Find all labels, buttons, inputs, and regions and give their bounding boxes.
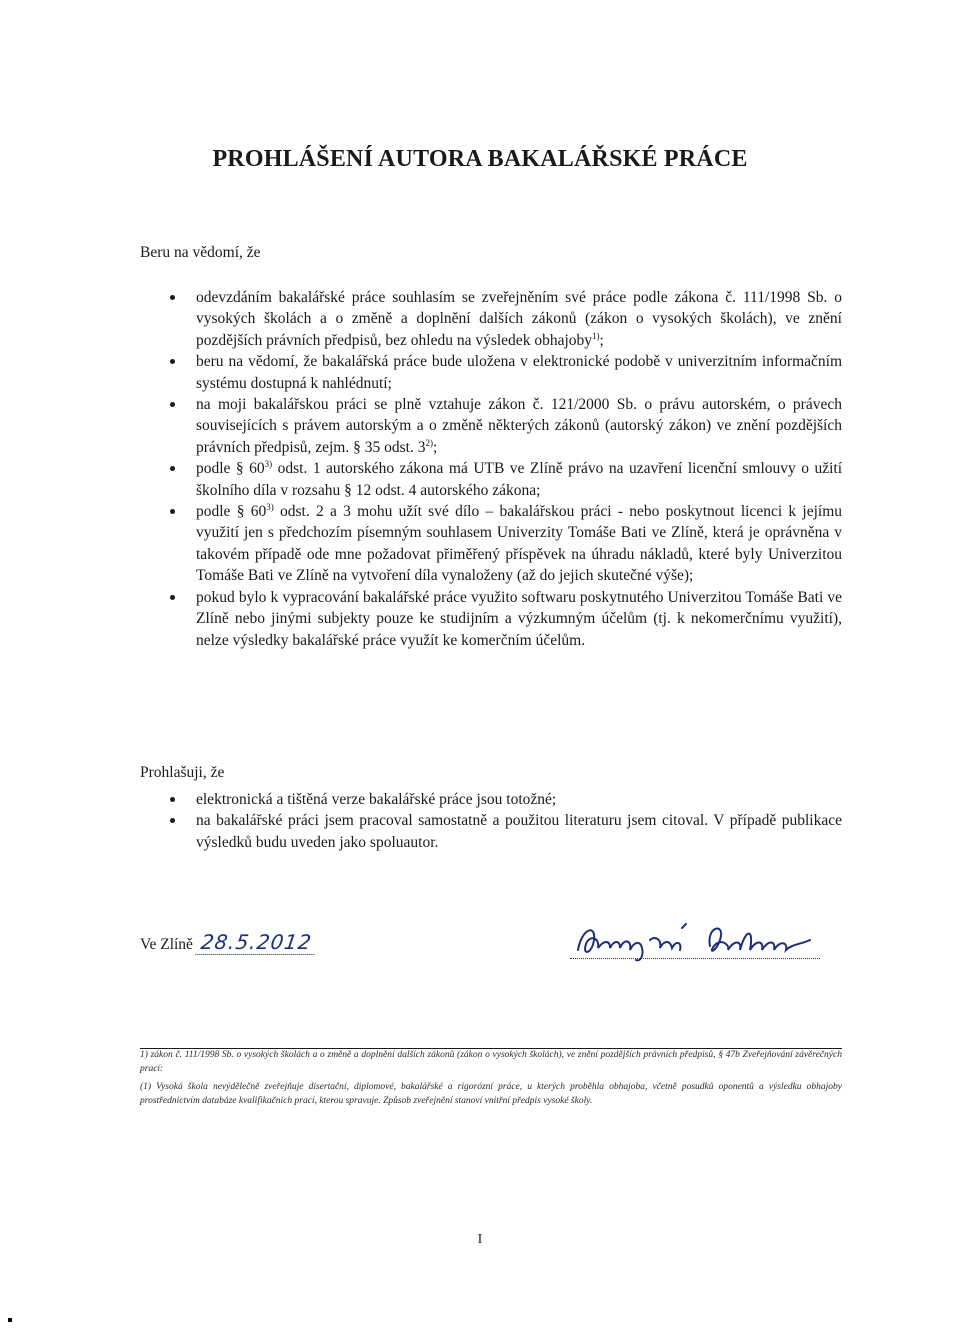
page-number: I [477, 1232, 483, 1247]
scan-artifact [8, 1318, 12, 1322]
list-item-tail: odst. 1 autorského zákona má UTB ve Zlíně právo na uzavření licenční smlouvy o užití školního díla v rozsahu § 12 odst. 4 autorského zákona; [196, 460, 843, 499]
bullet-icon [170, 466, 175, 471]
section2-list [140, 789, 842, 853]
footnote-ref: 3) [264, 459, 273, 470]
list-item [140, 789, 842, 810]
list-item-text: na bakalářské práci jsem pracoval samostatně a použitou literaturu jsem citoval. V případě publikace výsledků budu uveden jako spoluautor. [196, 812, 842, 851]
bullet-icon [170, 359, 175, 364]
list-item [140, 351, 842, 394]
bullet-icon [170, 509, 175, 514]
bullet-icon [170, 295, 175, 300]
footnotes [140, 1048, 842, 1112]
list-item-tail: ; [432, 438, 438, 456]
footnote-ref: 2) [425, 437, 433, 448]
list-item-text: podle § 60 [196, 460, 265, 478]
list-item [140, 810, 842, 853]
list-item [140, 501, 842, 587]
section2-lead: Prohlašuji, že [140, 764, 225, 781]
bullet-icon [170, 797, 175, 802]
list-item-tail: odst. 2 a 3 mohu užít své dílo – bakalářskou práci - nebo poskytnout licenci k jejímu využití jen s předchozím písemným souhlasem Univerzity Tomáše Bati ve Zlíně, která je oprávněna v takovém případě ode mne požadovat přiměřený příspěvek na úhradu nákladů, které byly Univerzitou Tomáše Bati ve Zlíně na vytvoření díla vynaloženy (až do jejich skutečné výše); [196, 503, 843, 585]
list-item-tail: ; [599, 331, 604, 349]
list-item [140, 587, 842, 651]
list-item-text: pokud bylo k vypracování bakalářské práce využito softwaru poskytnutého Univerzitou Tomáše Bati ve Zlíně nebo jinými subjekty pouze ke studijním a výzkumným účelům (tj. k nekomerčnímu využití), nelze výsledky bakalářské práce využít ke komerčním účelům. [196, 588, 842, 649]
footnote-1: 1) zákon č. 111/1998 Sb. o vysokých školách a o změně a doplnění dalších zákonů (zákon o vysokých školách), ve znění pozdějších právních předpisů, § 47b Zveřejňování závěrečných prací: [140, 1050, 842, 1074]
footnote-ref: 1) [592, 330, 600, 341]
footnote-ref: 3) [266, 501, 274, 512]
page-title: PROHLÁŠENÍ AUTORA BAKALÁŘSKÉ PRÁCE [212, 146, 748, 172]
bullet-icon [170, 818, 175, 823]
section1-lead: Beru na vědomí, že [140, 244, 261, 261]
signature-image [570, 910, 820, 970]
place-date-line [140, 930, 316, 955]
place-label: Ve Zlíně [140, 936, 193, 953]
footnote-2: (1) Vysoká škola nevýdělečně zveřejňuje disertační, diplomové, bakalářské a rigorózní práce, u kterých proběhla obhajoba, včetně posudků oponentů a výsledku obhajoby prostřednictvím databáze kvalifikačních prací, kterou spravuje. Způsob zveřejnění stanoví vnitřní předpis vysoké školy. [140, 1082, 842, 1106]
list-item-text: podle § 60 [196, 503, 267, 521]
list-item-text: beru na vědomí, že bakalářská práce bude uložena v elektronické podobě v univerzitním informačním systému dostupná k nahlédnutí; [196, 353, 842, 392]
bullet-icon [170, 595, 175, 600]
list-item-text: na moji bakalářskou práci se plně vztahuje zákon č. 121/2000 Sb. o právu autorském, o právech souvisejících s právem autorským a o změně některých zákonů (autorský zákon) ve znění pozdějších právních předpisů, zejm. § 35 odst. 3 [196, 396, 842, 456]
list-item-text: elektronická a tištěná verze bakalářské práce jsou totožné; [196, 791, 557, 808]
list-item [140, 458, 842, 501]
list-item-text: odevzdáním bakalářské práce souhlasím se zveřejněním své práce podle zákona č. 111/1998 Sb. o vysokých školách a o změně a doplnění dalších zákonů (zákon o vysokých školách), ve znění pozdějších právních předpisů, bez ohledu na výsledek obhajoby [196, 289, 842, 349]
bullet-icon [170, 402, 175, 407]
handwritten-date: 28.5.2012 [195, 930, 317, 955]
section1-list [140, 287, 842, 651]
list-item [140, 287, 842, 351]
list-item [140, 394, 842, 458]
signature-line [570, 958, 820, 959]
